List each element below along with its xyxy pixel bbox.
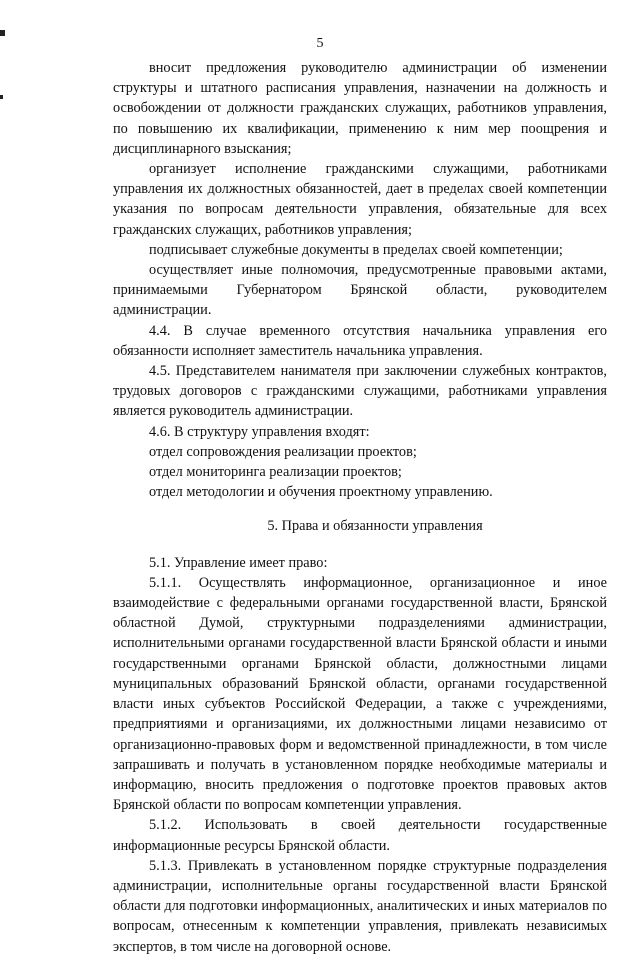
paragraph: вносит предложения руководителю администрации об изменении структуры и штатного расписания управления, назначении на должность и освобождении от должности гражданских служащих, работников управления, по повышению их квалификации, применению к ним мер поощрения и дисциплинарного взыскания; xyxy=(113,60,607,157)
paragraph: 5.1.2. Использовать в своей деятельности государственные информационные ресурсы Брянской области. xyxy=(113,817,607,854)
structure-item: отдел методологии и обучения проектному управлению. xyxy=(149,484,493,501)
document-body xyxy=(113,58,607,957)
paragraph: 5.1. Управление имеет право: xyxy=(149,554,328,571)
structure-item: отдел мониторинга реализации проектов; xyxy=(149,464,402,481)
paragraph: 5.1.1. Осуществлять информационное, организационное и иное взаимодействие с федеральными органами государственной власти, Брянской областной Думой, структурными подразделениями администрации, исполнительными органами государственной власти Брянской области и иными государственными органами Брянской области, должностными лицами муниципальных образований Брянской области, органами государственной власти иных субъектов Российской Федерации, а также с учреждениями, предприятиями и организациями, их должностными лицами независимо от организационно-правовых форм и ведомственной принадлежности, в том числе запрашивать и получать в установленном порядке необходимые материалы и информацию, вносить предложения о подготовке проектов правовых актов Брянской области по вопросам компетенции управления. xyxy=(113,574,607,814)
paragraph: 4.4. В случае временного отсутствия начальника управления его обязанности исполняет заместитель начальника управления. xyxy=(113,322,607,359)
paragraph: организует исполнение гражданскими служащими, работниками управления их должностных обязанностей, дает в пределах своей компетенции указания по вопросам деятельности управления, обязательные для всех гражданских служащих, работников управления; xyxy=(113,161,607,238)
paragraph: 4.6. В структуру управления входят: xyxy=(149,423,370,440)
section-title: 5. Права и обязанности управления xyxy=(267,518,483,535)
page-number: 5 xyxy=(316,36,324,51)
scan-artifact xyxy=(0,95,3,99)
structure-item: отдел сопровождения реализации проектов; xyxy=(149,443,417,460)
paragraph: 4.5. Представителем нанимателя при заключении служебных контрактов, трудовых договоров с гражданскими служащими, работниками управления является руководитель администрации. xyxy=(113,363,607,420)
paragraph: подписывает служебные документы в пределах своей компетенции; xyxy=(149,241,563,258)
paragraph: 5.1.3. Привлекать в установленном порядке структурные подразделения администрации, исполнительные органы государственной власти Брянской области для подготовки информационных, аналитических и иных материалов по вопросам, отнесенным к компетенции управления, привлекать независимых экспертов, в том числе на договорной основе. xyxy=(113,857,607,955)
paragraph: осуществляет иные полномочия, предусмотренные правовыми актами, принимаемыми Губернатором Брянской области, руководителем администрации. xyxy=(113,262,607,319)
